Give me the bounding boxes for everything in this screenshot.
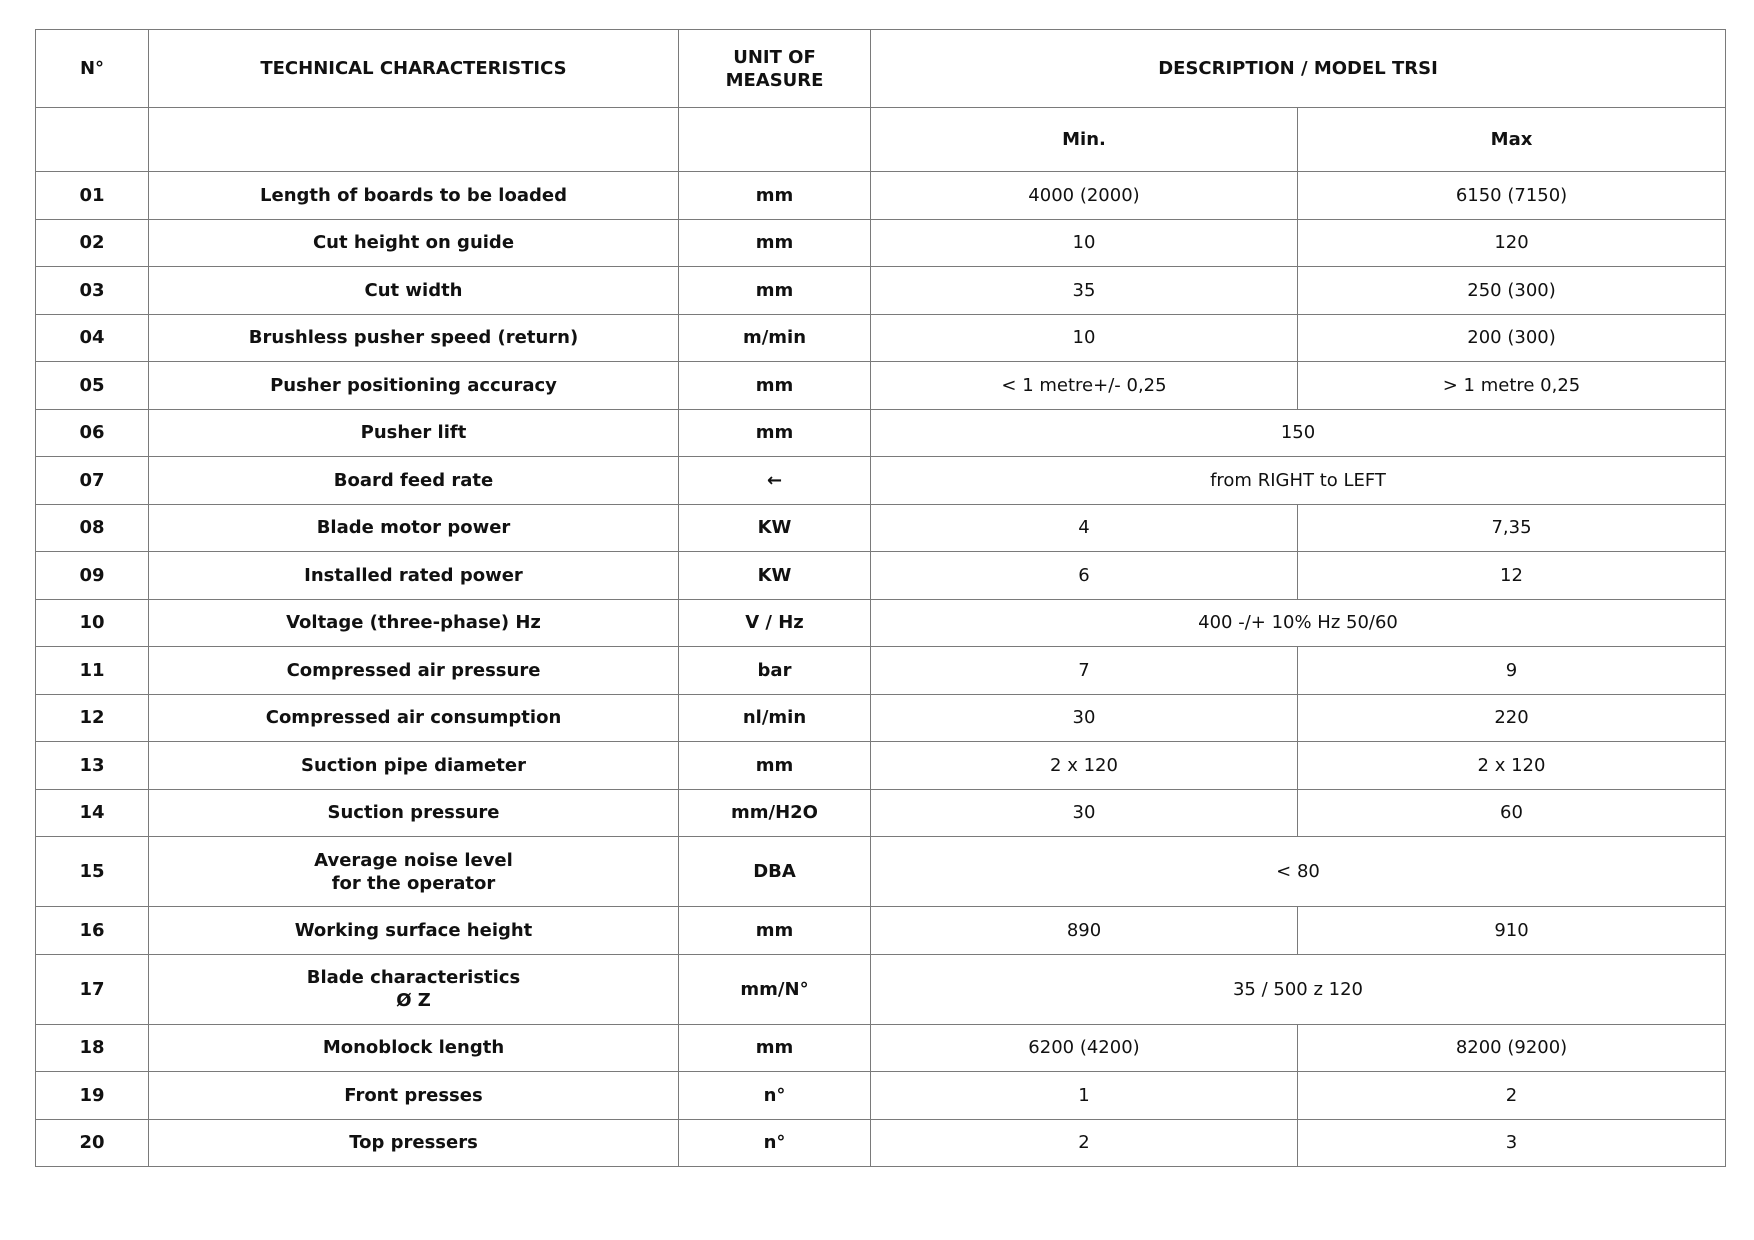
row-unit: [679, 362, 871, 410]
row-number: [36, 837, 149, 907]
row-value-min: [871, 907, 1298, 955]
row-value-min-text: 30: [1072, 707, 1096, 729]
row-unit: [679, 409, 871, 457]
row-unit: [679, 1024, 871, 1072]
table-row: [36, 694, 1726, 742]
row-unit: [679, 219, 871, 267]
row-value-max-text: 910: [1494, 919, 1529, 941]
row-value-min: [871, 219, 1298, 267]
row-number: [36, 457, 149, 505]
row-value-max-text: 2: [1505, 1084, 1518, 1106]
row-value-max-text: 60: [1500, 802, 1523, 824]
row-characteristic-text: Installed rated power: [304, 564, 523, 586]
table-row: [36, 314, 1726, 362]
subheader-empty-characteristics: [149, 108, 679, 172]
row-unit-text: mm: [755, 374, 794, 396]
table-row: [36, 457, 1726, 505]
table-row: [36, 742, 1726, 790]
row-value-max-text: 120: [1494, 232, 1529, 254]
row-unit-text: KW: [757, 564, 792, 586]
row-characteristic-text: Monoblock length: [322, 1037, 505, 1059]
row-value-min: [871, 742, 1298, 790]
row-number-text: 20: [79, 1132, 105, 1154]
row-value-min: [871, 694, 1298, 742]
row-unit: [679, 267, 871, 315]
row-value-merged: [871, 837, 1726, 907]
row-unit-text: n°: [763, 1084, 786, 1106]
row-characteristic-text: Compressed air pressure: [286, 659, 541, 681]
row-value-merged: [871, 954, 1726, 1024]
row-characteristic-text: Voltage (three-phase) Hz: [286, 612, 541, 634]
table-row: [36, 219, 1726, 267]
table-row: [36, 599, 1726, 647]
row-unit: [679, 172, 871, 220]
table-row: [36, 647, 1726, 695]
subheader-max: Max: [1298, 108, 1726, 172]
row-value-max-text: 6150 (7150): [1455, 184, 1568, 206]
table-row: [36, 552, 1726, 600]
row-number: [36, 314, 149, 362]
row-number-text: 08: [79, 517, 105, 539]
row-characteristic: [149, 742, 679, 790]
subheader-row: [36, 108, 1726, 172]
row-value-max: [1298, 552, 1726, 600]
row-characteristic: [149, 552, 679, 600]
row-number: [36, 742, 149, 790]
row-value-min: [871, 1072, 1298, 1120]
row-value-max: [1298, 172, 1726, 220]
row-unit: [679, 647, 871, 695]
row-value-min-text: 2 x 120: [1050, 754, 1118, 776]
row-value-min-text: 10: [1072, 327, 1096, 349]
row-value-merged-text: 150: [1280, 422, 1316, 444]
row-characteristic: [149, 1072, 679, 1120]
row-characteristic-text: Suction pressure: [327, 802, 500, 824]
row-characteristic: [149, 1119, 679, 1167]
table-row: [36, 267, 1726, 315]
subheader-min: Min.: [871, 108, 1298, 172]
row-characteristic-text: Suction pipe diameter: [301, 754, 526, 776]
row-number-text: 09: [79, 564, 105, 586]
row-unit-text: n°: [763, 1132, 786, 1154]
row-characteristic: [149, 267, 679, 315]
row-unit-text: mm: [755, 422, 794, 444]
row-value-merged: [871, 457, 1726, 505]
row-number: [36, 1119, 149, 1167]
row-unit: [679, 907, 871, 955]
row-number-text: 04: [79, 327, 105, 349]
subheader-empty-unit: [679, 108, 871, 172]
row-value-max-text: 12: [1500, 564, 1523, 586]
row-value-max: [1298, 362, 1726, 410]
row-value-min-text: 6200 (4200): [1028, 1037, 1140, 1059]
row-value-min: [871, 314, 1298, 362]
row-number-text: 12: [79, 707, 105, 729]
row-value-max-text: > 1 metre 0,25: [1442, 374, 1581, 396]
row-unit: [679, 1072, 871, 1120]
header-row: [36, 30, 1726, 108]
row-number-text: 16: [79, 919, 105, 941]
row-unit: [679, 954, 871, 1024]
row-characteristic: [149, 457, 679, 505]
row-value-merged: [871, 409, 1726, 457]
row-characteristic-text: Brushless pusher speed (return): [248, 327, 579, 349]
table-row: [36, 362, 1726, 410]
row-unit-text: mm: [755, 754, 794, 776]
row-value-min-text: 35: [1072, 279, 1096, 301]
row-value-max: [1298, 504, 1726, 552]
row-unit-text: mm: [755, 1037, 794, 1059]
row-value-min: [871, 362, 1298, 410]
row-value-max: [1298, 789, 1726, 837]
spec-rows: [36, 172, 1726, 1167]
row-number-text: 06: [79, 422, 105, 444]
row-unit-text: mm: [755, 279, 794, 301]
row-number: [36, 954, 149, 1024]
row-unit: [679, 742, 871, 790]
row-value-max: [1298, 314, 1726, 362]
row-characteristic-text: Blade characteristics Ø Z: [306, 967, 521, 1011]
row-value-max: [1298, 1072, 1726, 1120]
row-value-min: [871, 1119, 1298, 1167]
row-characteristic-text: Front presses: [344, 1084, 483, 1106]
row-characteristic-text: Cut width: [364, 279, 463, 301]
row-characteristic: [149, 362, 679, 410]
header-characteristics: TECHNICAL CHARACTERISTICS: [149, 30, 679, 108]
row-unit-text: m/min: [742, 327, 807, 349]
row-unit-text: bar: [757, 659, 792, 681]
row-value-max-text: 220: [1494, 707, 1529, 729]
row-unit-text: ←: [766, 469, 783, 491]
row-number: [36, 552, 149, 600]
row-value-min-text: 6: [1078, 564, 1090, 586]
row-characteristic: [149, 837, 679, 907]
row-characteristic: [149, 314, 679, 362]
row-number: [36, 789, 149, 837]
row-value-max-text: 250 (300): [1467, 279, 1556, 301]
row-unit-text: mm: [755, 184, 794, 206]
row-unit-text: mm: [755, 232, 794, 254]
row-number-text: 05: [79, 374, 105, 396]
row-value-min-text: 30: [1072, 802, 1096, 824]
row-characteristic-text: Pusher lift: [360, 422, 467, 444]
row-number-text: 01: [79, 184, 105, 206]
table-row: [36, 1072, 1726, 1120]
row-value-min-text: 7: [1078, 659, 1090, 681]
row-characteristic: [149, 907, 679, 955]
row-value-max: [1298, 742, 1726, 790]
header-unit: UNIT OF MEASURE: [679, 30, 871, 108]
row-value-merged-text: 35 / 500 z 120: [1232, 978, 1364, 1000]
row-value-max: [1298, 219, 1726, 267]
row-number-text: 10: [79, 612, 105, 634]
row-value-min-text: 4000 (2000): [1028, 184, 1140, 206]
row-value-min: [871, 647, 1298, 695]
row-value-min-text: 10: [1072, 232, 1096, 254]
row-unit: [679, 837, 871, 907]
row-number-text: 14: [79, 802, 105, 824]
table-row: [36, 907, 1726, 955]
row-number-text: 11: [79, 659, 105, 681]
row-value-merged-text: 400 -/+ 10% Hz 50/60: [1198, 612, 1398, 634]
row-value-max: [1298, 907, 1726, 955]
row-value-max-text: 9: [1505, 659, 1518, 681]
row-value-min: [871, 504, 1298, 552]
table-row: [36, 837, 1726, 907]
row-number-text: 18: [79, 1037, 105, 1059]
row-value-min-text: 4: [1078, 517, 1090, 539]
row-unit-text: mm/H2O: [731, 802, 818, 824]
row-value-max: [1298, 1119, 1726, 1167]
row-unit: [679, 789, 871, 837]
row-number: [36, 362, 149, 410]
row-value-min-text: < 1 metre+/- 0,25: [1001, 374, 1167, 396]
row-characteristic: [149, 954, 679, 1024]
row-value-max: [1298, 267, 1726, 315]
row-characteristic: [149, 219, 679, 267]
row-number-text: 17: [79, 978, 105, 1000]
spec-table: [35, 29, 1726, 1167]
row-characteristic-text: Cut height on guide: [312, 232, 515, 254]
row-number: [36, 267, 149, 315]
row-characteristic-text: Top pressers: [349, 1132, 478, 1154]
table-row: [36, 1119, 1726, 1167]
row-number: [36, 504, 149, 552]
row-unit-text: mm: [755, 919, 794, 941]
row-number: [36, 1024, 149, 1072]
row-value-min-text: 1: [1078, 1084, 1090, 1106]
row-number: [36, 409, 149, 457]
row-number-text: 13: [79, 754, 105, 776]
row-number: [36, 219, 149, 267]
table-row: [36, 172, 1726, 220]
row-characteristic-text: Compressed air consumption: [265, 707, 562, 729]
row-characteristic-text: Pusher positioning accuracy: [270, 374, 557, 396]
row-characteristic: [149, 504, 679, 552]
table-row: [36, 1024, 1726, 1072]
row-value-min-text: 890: [1066, 919, 1102, 941]
row-number: [36, 694, 149, 742]
row-unit-text: KW: [757, 517, 792, 539]
row-value-max: [1298, 694, 1726, 742]
row-value-max-text: 8200 (9200): [1455, 1037, 1568, 1059]
row-unit: [679, 457, 871, 505]
row-number: [36, 1072, 149, 1120]
table-row: [36, 409, 1726, 457]
row-number-text: 03: [79, 279, 105, 301]
row-number-text: 02: [79, 232, 105, 254]
header-description: DESCRIPTION / MODEL TRSI: [871, 30, 1726, 108]
row-unit: [679, 599, 871, 647]
row-number: [36, 172, 149, 220]
row-value-min: [871, 172, 1298, 220]
row-number: [36, 907, 149, 955]
row-value-max-text: 7,35: [1491, 517, 1532, 539]
row-unit: [679, 504, 871, 552]
row-value-merged-text: < 80: [1276, 861, 1320, 882]
row-value-min: [871, 267, 1298, 315]
row-value-min: [871, 789, 1298, 837]
row-characteristic: [149, 1024, 679, 1072]
row-characteristic: [149, 789, 679, 837]
row-value-min: [871, 552, 1298, 600]
row-number-text: 19: [79, 1084, 105, 1106]
row-characteristic-text: Board feed rate: [333, 469, 494, 491]
row-unit-text: V / Hz: [745, 612, 804, 634]
row-characteristic: [149, 172, 679, 220]
row-characteristic: [149, 694, 679, 742]
row-value-max-text: 2 x 120: [1477, 754, 1546, 776]
row-characteristic-text: Working surface height: [294, 919, 533, 941]
subheader-empty-no: [36, 108, 149, 172]
row-number-text: 07: [79, 469, 105, 491]
row-value-max-text: 200 (300): [1467, 327, 1556, 349]
row-unit-text: nl/min: [742, 707, 807, 729]
row-unit-text: DBA: [753, 861, 796, 882]
table-row: [36, 954, 1726, 1024]
row-value-max: [1298, 647, 1726, 695]
row-number: [36, 599, 149, 647]
row-value-merged-text: from RIGHT to LEFT: [1210, 469, 1386, 491]
row-characteristic-text: Blade motor power: [316, 517, 511, 539]
row-unit: [679, 694, 871, 742]
row-unit: [679, 314, 871, 362]
table-row: [36, 789, 1726, 837]
row-value-min: [871, 1024, 1298, 1072]
table-row: [36, 504, 1726, 552]
row-value-min-text: 2: [1078, 1132, 1090, 1154]
row-value-max-text: 3: [1505, 1132, 1518, 1154]
row-characteristic: [149, 647, 679, 695]
row-characteristic-text: Average noise level for the operator: [314, 849, 513, 894]
row-number: [36, 647, 149, 695]
row-unit: [679, 1119, 871, 1167]
row-unit: [679, 552, 871, 600]
row-characteristic: [149, 409, 679, 457]
row-characteristic: [149, 599, 679, 647]
row-value-merged: [871, 599, 1726, 647]
row-characteristic-text: Length of boards to be loaded: [260, 184, 567, 206]
row-unit-text: mm/N°: [740, 978, 809, 1000]
row-number-text: 15: [79, 861, 105, 882]
header-no: N°: [36, 30, 149, 108]
row-value-max: [1298, 1024, 1726, 1072]
